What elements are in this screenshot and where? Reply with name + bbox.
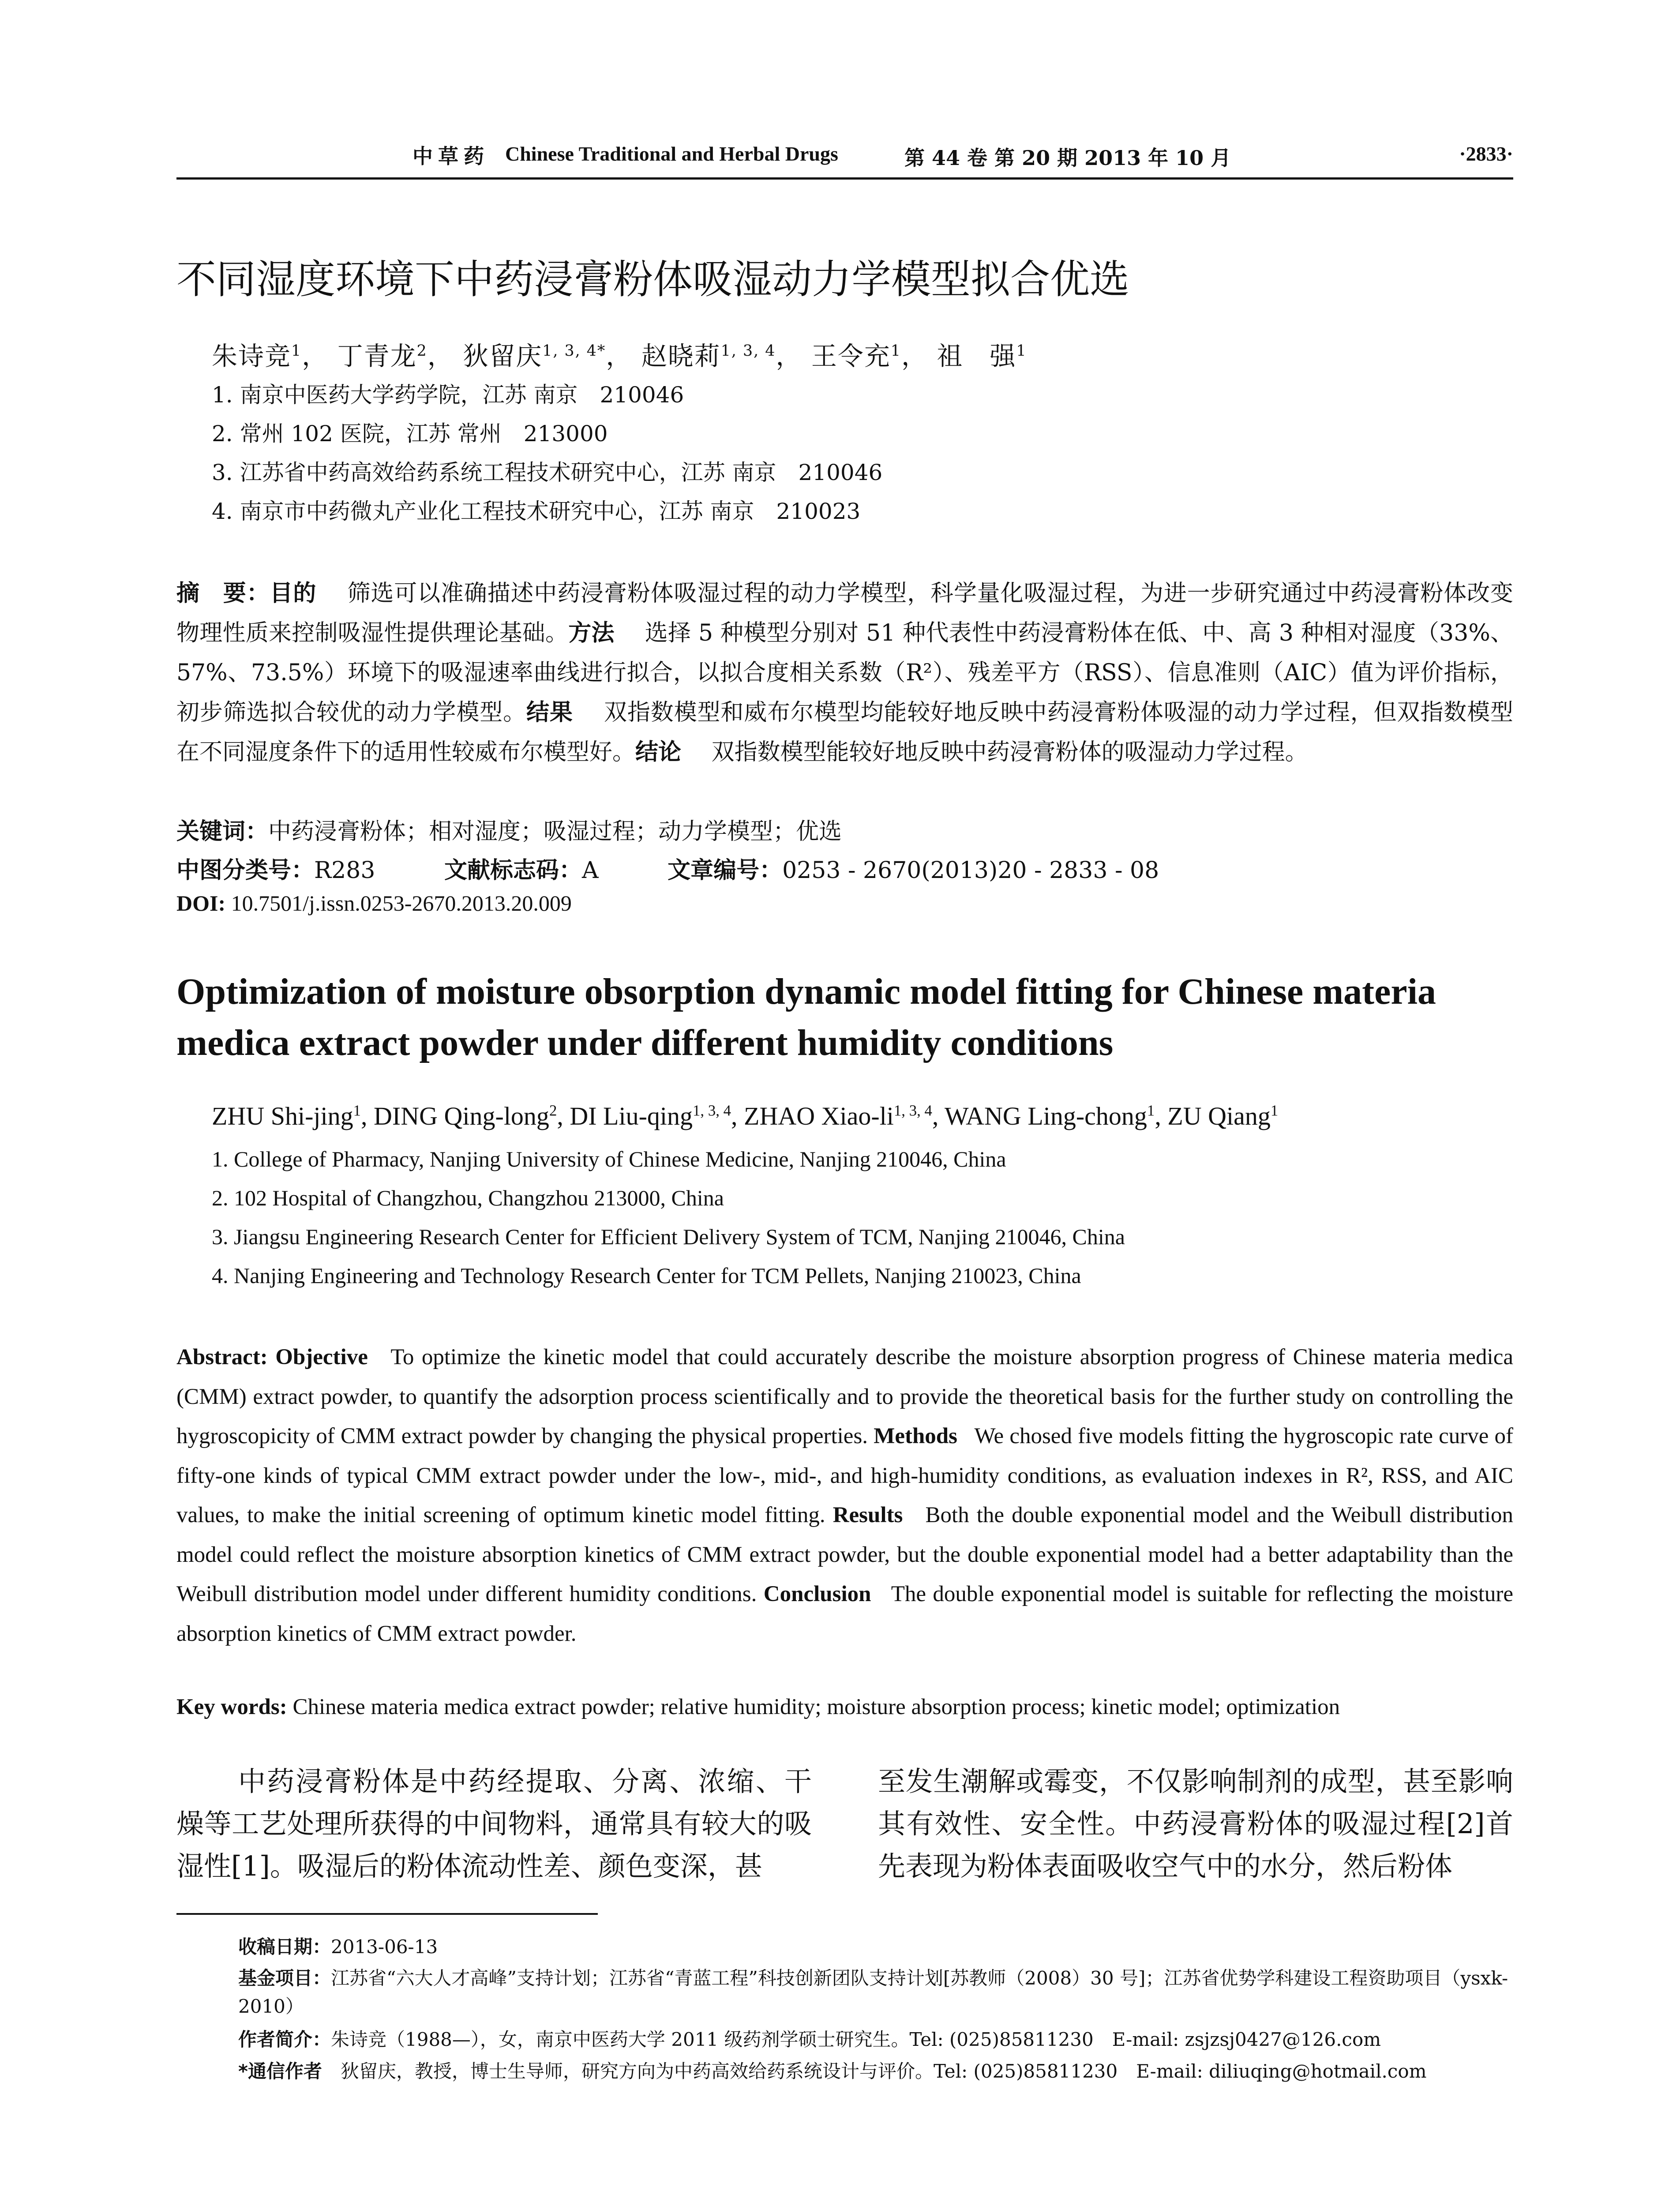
author-aff: 2 (416, 342, 428, 360)
methods-text: We chosed five models fitting the hygroscopic rate curve of fifty-one kinds of typical CMM extract powder under the low-, mid-, and high-humidity conditions, as evaluation indexes in R², RSS, and AIC values, to make the initial screening of optimum kinetic model fitting. (176, 1424, 1513, 1527)
doi-value: 10.7501/j.issn.0253-2670.2013.20.009 (231, 891, 572, 915)
body-column-right: 至发生潮解或霉变，不仅影响制剂的成型，甚至影响其有效性、安全性。中药浸膏粉体的吸湿过程[2]首先表现为粉体表面吸收空气中的水分，然后粉体 (878, 1765, 1513, 1882)
journal-name: Chinese Traditional and Herbal Drugs (505, 143, 838, 165)
footnote-fund (238, 1964, 1513, 2021)
affiliation-cn: 1. 南京中医药大学药学院，江苏 南京 210046 (212, 382, 684, 408)
author-name: ZHU Shi-jing (212, 1102, 353, 1130)
author-aff: 1 (291, 342, 302, 360)
article-value: 0253 - 2670(2013)20 - 2833 - 08 (782, 857, 1159, 884)
keywords-en (176, 1694, 1340, 1720)
author-name: 朱诗竞 (212, 341, 292, 371)
objective-text: To optimize the kinetic model that could accurately describe the moisture absorption progress of Chinese materia medica (CMM) extract powder, to quantify the adsorption process scientifically and to provide the theoretical basis for the further study on controlling the hygroscopicity of CMM extract powder by changing the physical properties. (176, 1345, 1513, 1448)
journal-logo: 中草药 (412, 144, 489, 168)
objective-label: 目的 (270, 580, 317, 607)
authors-en: ZHU Shi-jing$^1$, DING Qing-long$^2$, DI Liu-qing$^{1, 3, 4}$, ZHAO Xiao-li$^{1, 3, 4}$, WANG Ling-chong$^1$, ZU Qiang$^1$ (212, 1102, 1279, 1130)
affiliation-cn: 3. 江苏省中药高效给药系统工程技术研究中心，江苏 南京 210046 (212, 460, 883, 485)
clc-label: 中图分类号： (176, 857, 315, 884)
author-name: 赵晓莉 (641, 341, 721, 371)
author-aff: 1 (1147, 1102, 1155, 1119)
affiliation-cn: 2. 常州 102 医院，江苏 常州 213000 (212, 421, 608, 446)
clc-value: R283 (314, 857, 375, 884)
abstract-label: 摘 要： (176, 580, 270, 607)
author-name: ZHAO Xiao-li (744, 1102, 894, 1130)
keywords-text: Chinese materia medica extract powder; relative humidity; moisture absorption process; kinetic model; optimization (292, 1695, 1340, 1719)
affiliation-en: 3. Jiangsu Engineering Research Center for Efficient Delivery System of TCM, Nanjing 210046, China (212, 1224, 1125, 1249)
results-text: 双指数模型和威布尔模型均能较好地反映中药浸膏粉体吸湿的动力学过程，但双指数模型在不同湿度条件下的适用性较威布尔模型好。 (176, 699, 1513, 765)
results-text: Both the double exponential model and the Weibull distribution model could reflect the moisture absorption kinetics of CMM extract powder, but the double exponential model had a better adaptability than the Weibull distribution model under different humidity conditions. (176, 1503, 1513, 1606)
doi-line (176, 890, 572, 916)
author-aff: 1, 3, 4 (893, 1102, 932, 1119)
title-cn: 不同湿度环境下中药浸膏粉体吸湿动力学模型拟合优选 (176, 256, 1129, 303)
methods-text: 选择 5 种模型分别对 51 种代表性中药浸膏粉体在低、中、高 3 种相对湿度（33%、57%、73.5%）环境下的吸湿速率曲线进行拟合，以拟合度相关系数（R²）、残差平方（RSS）、信息准则（AIC）值为评价指标，初步筛选拟合较优的动力学模型。 (176, 620, 1513, 726)
doi-label: DOI: (176, 891, 226, 915)
corr-value: 狄留庆，教授，博士生导师，研究方向为中药高效给药系统设计与评价。Tel: (025)85811230 E-mail: diliuqing@hotmail.com (340, 2060, 1427, 2082)
author-label: 作者简介： (238, 2029, 331, 2050)
author-name: 狄留庆 (463, 341, 543, 371)
author-name: 祖 强 (937, 341, 1016, 371)
author-aff: 2 (549, 1102, 557, 1119)
received-value: 2013-06-13 (331, 1936, 438, 1958)
results-label: 结果 (526, 699, 573, 726)
author-name: WANG Ling-chong (944, 1102, 1147, 1130)
conclusion-text: 双指数模型能较好地反映中药浸膏粉体的吸湿动力学过程。 (711, 739, 1308, 765)
abstract-label: Abstract: (176, 1345, 268, 1369)
author-value: 朱诗竞（1988—），女，南京中医药大学 2011 级药剂学硕士研究生。Tel: (025)85811230 E-mail: zsjzsj0427@126.com (331, 2029, 1381, 2050)
objective-text: 筛选可以准确描述中药浸膏粉体吸湿过程的动力学模型，科学量化吸湿过程，为进一步研究通过中药浸膏粉体改变物理性质来控制吸湿性提供理论基础。 (176, 580, 1513, 646)
keywords-text: 中药浸膏粉体；相对湿度；吸湿过程；动力学模型；优选 (268, 818, 842, 845)
article-label: 文章编号： (668, 857, 783, 884)
affiliation-en: 4. Nanjing Engineering and Technology Research Center for TCM Pellets, Nanjing 210023, China (212, 1263, 1081, 1288)
author-aff: 1, 3, 4 (720, 342, 776, 360)
keywords-label: Key words: (176, 1695, 287, 1719)
results-label: Results (832, 1503, 903, 1527)
methods-label: 方法 (568, 620, 615, 646)
header-rule (176, 177, 1513, 180)
keywords-label: 关键词： (176, 818, 269, 845)
author-aff: 1 (1016, 342, 1027, 360)
authors-cn: 朱诗竞$^1$， 丁青龙$^2$， 狄留庆$^{1, 3, 4*}$， 赵晓莉$^{1, 3, 4}$， 王令充$^1$， 祖 强$^1$ (212, 341, 1027, 371)
author-name: DING Qing-long (374, 1102, 549, 1130)
volume-issue: 第 44 卷 第 20 期 2013 年 10 月 (904, 146, 1231, 170)
author-name: DI Liu-qing (570, 1102, 693, 1130)
affiliation-cn: 4. 南京市中药微丸产业化工程技术研究中心，江苏 南京 210023 (212, 499, 861, 524)
keywords-cn (176, 812, 1513, 852)
author-name: 王令充 (811, 341, 891, 371)
fund-label: 基金项目： (238, 1967, 331, 1989)
running-header (176, 142, 1513, 177)
footnote-rule (176, 1913, 598, 1915)
page-number: ·2833· (1459, 143, 1513, 165)
conclusion-text: The double exponential model is suitable for reflecting the moisture absorption kinetics of CMM extract powder. (176, 1582, 1513, 1646)
classification-line (176, 852, 1221, 885)
author-aff: 1 (353, 1102, 361, 1119)
received-label: 收稿日期： (238, 1936, 331, 1958)
author-name: ZU Qiang (1167, 1102, 1271, 1130)
conclusion-label: Conclusion (763, 1582, 871, 1606)
fund-value: 江苏省“六大人才高峰”支持计划；江苏省“青蓝工程”科技创新团队支持计划[苏教师（2008）30 号]；江苏省优势学科建设工程资助项目（ysxk-2010） (238, 1967, 1508, 2017)
author-aff: 1 (890, 342, 901, 360)
corr-label: *通信作者 (238, 2060, 322, 2082)
footnote-author (238, 2025, 1381, 2052)
affiliation-en: 2. 102 Hospital of Changzhou, Changzhou 213000, China (212, 1186, 724, 1210)
conclusion-label: 结论 (635, 739, 682, 765)
affiliation-en: 1. College of Pharmacy, Nanjing University of Chinese Medicine, Nanjing 210046, China (212, 1147, 1006, 1171)
footnote-received (238, 1932, 438, 1959)
abstract-cn (176, 574, 1513, 772)
author-aff: 1 (1270, 1102, 1279, 1119)
author-name: 丁青龙 (337, 341, 417, 371)
author-aff: 1, 3, 4 (693, 1102, 731, 1119)
doc-label: 文献标志码： (444, 857, 582, 884)
author-aff: 1, 3, 4* (542, 342, 606, 360)
objective-label: Objective (275, 1345, 368, 1369)
body-column-left: 中药浸膏粉体是中药经提取、分离、浓缩、干燥等工艺处理所获得的中间物料，通常具有较大的吸湿性[1]。吸湿后的粉体流动性差、颜色变深，甚 (176, 1765, 812, 1882)
abstract-en (176, 1338, 1513, 1654)
title-en: Optimization of moisture obsorption dynamic model fitting for Chinese materia medica extract powder under different humidity conditions (176, 971, 1436, 1063)
footnote-corresponding (238, 2057, 1427, 2083)
doc-value: A (581, 857, 599, 884)
methods-label: Methods (874, 1424, 958, 1448)
